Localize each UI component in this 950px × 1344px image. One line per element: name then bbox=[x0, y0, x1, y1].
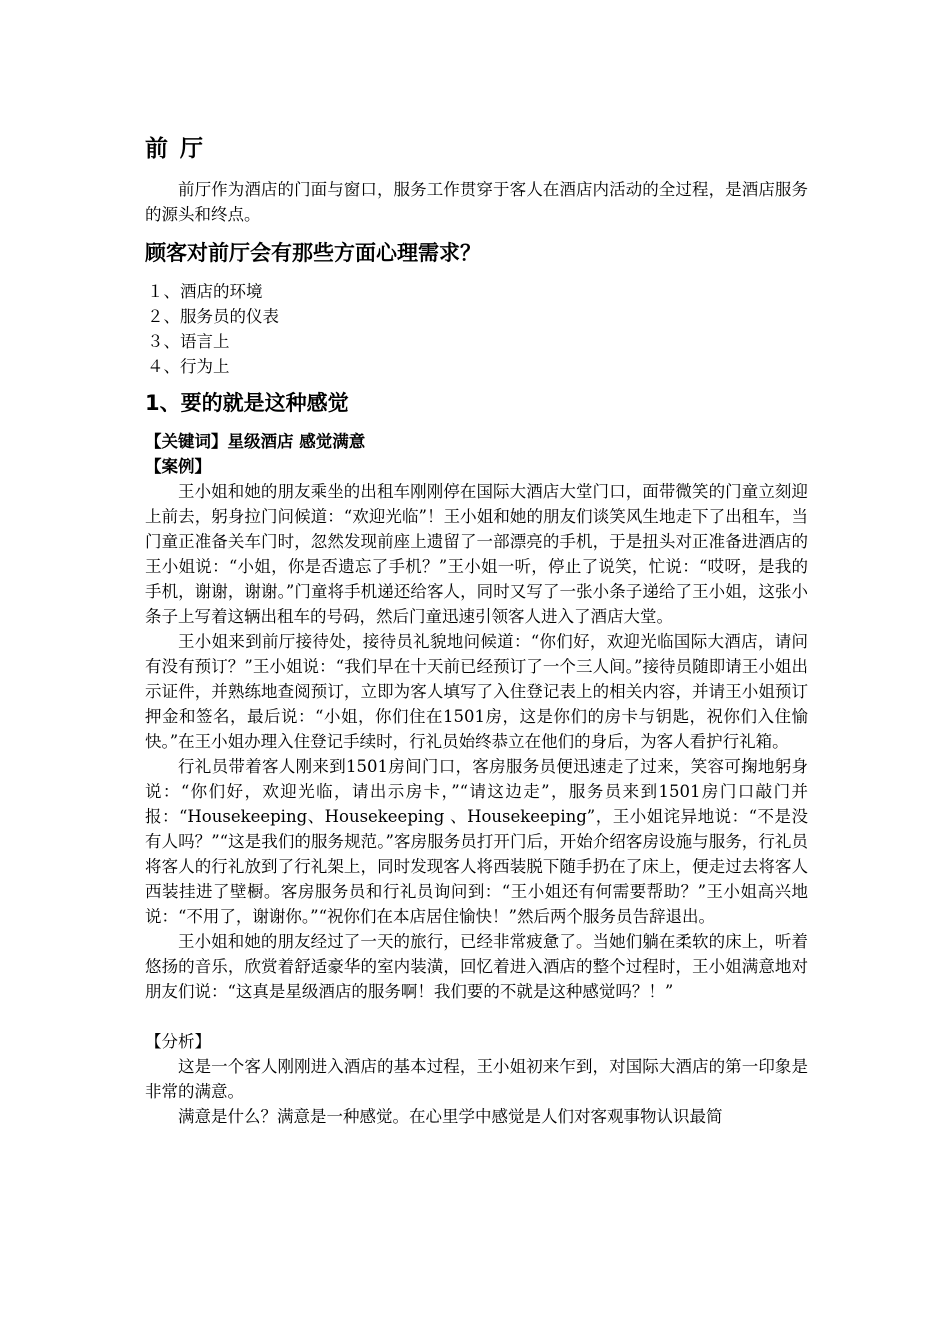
analysis-label: 【分析】 bbox=[145, 1032, 211, 1051]
analysis-paragraph: 满意是什么？满意是一种感觉。在心里学中感觉是人们对客观事物认识最简 bbox=[178, 1107, 723, 1126]
question-heading: 顾客对前厅会有那些方面心理需求？ bbox=[145, 241, 481, 265]
case-paragraph: 行礼员带着客人刚来到1501房间门口，客房服务员便迅速走了过来，笑容可掬地躬身说：“你们好，欢迎光临，请出示房卡，”“请这边走”，服务员来到1501房门口敲门并报：“Housekeeping、Housekeeping 、Housekeeping”，王小姐诧异地说：“不是没有人吗？”“这是我们的服务规范。”客房服务员打开门后，开始介绍客房设施与服务，行礼员将客人的行礼放到了行礼架上，同时发现客人将西装脱下随手扔在了床上，便走过去将客人西装挂进了壁橱。客房服务员和行礼员询问到：“王小姐还有何需要帮助？”王小姐高兴地说：“不用了，谢谢你。”“祝你们在本店居住愉快！”然后两个服务员告辞退出。 bbox=[145, 757, 808, 926]
intro-paragraph: 前厅作为酒店的门面与窗口，服务工作贯穿于客人在酒店内活动的全过程，是酒店服务的源头和终点。 bbox=[145, 180, 808, 224]
page-title: 前 厅 bbox=[145, 136, 206, 162]
list-item: １、酒店的环境 bbox=[147, 282, 263, 301]
analysis-paragraph: 这是一个客人刚刚进入酒店的基本过程，王小姐初来乍到，对国际大酒店的第一印象是非常的满意。 bbox=[145, 1057, 808, 1101]
keywords-label: 【关键词】星级酒店 感觉满意 bbox=[145, 432, 366, 451]
list-item: ３、语言上 bbox=[147, 332, 230, 351]
list-item: ４、行为上 bbox=[147, 357, 230, 376]
case-paragraph: 王小姐来到前厅接待处，接待员礼貌地问候道：“你们好，欢迎光临国际大酒店，请问有没有预订？”王小姐说：“我们早在十天前已经预订了一个三人间。”接待员随即请王小姐出示证件，并熟练地查阅预订，立即为客人填写了入住登记表上的相关内容，并请王小姐预订押金和签名，最后说：“小姐，你们住在1501房，这是你们的房卡与钥匙，祝你们入住愉快。”在王小姐办理入住登记手续时，行礼员始终恭立在他们的身后，为客人看护行礼箱。 bbox=[145, 632, 808, 751]
case-paragraph: 王小姐和她的朋友乘坐的出租车刚刚停在国际大酒店大堂门口，面带微笑的门童立刻迎上前去，躬身拉门问候道：“欢迎光临”！王小姐和她的朋友们谈笑风生地走下了出租车，当门童正准备关车门时，忽然发现前座上遗留了一部漂亮的手机，于是扭头对正准备进酒店的王小姐说：“小姐，你是否遗忘了手机？”王小姐一听，停止了说笑，忙说：“哎呀，是我的手机，谢谢，谢谢。”门童将手机递还给客人，同时又写了一张小条子递给了王小姐，这张小条子上写着这辆出租车的号码，然后门童迅速引领客人进入了酒店大堂。 bbox=[145, 482, 808, 626]
section-heading: 1、要的就是这种感觉 bbox=[145, 391, 349, 415]
case-label: 【案例】 bbox=[145, 457, 211, 476]
list-item: ２、服务员的仪表 bbox=[147, 307, 279, 326]
spacer bbox=[145, 1004, 808, 1029]
case-paragraph: 王小姐和她的朋友经过了一天的旅行，已经非常疲惫了。当她们躺在柔软的床上，听着悠扬的音乐，欣赏着舒适豪华的室内装潢，回忆着进入酒店的整个过程时，王小姐满意地对朋友们说：“这真是星级酒店的服务啊！我们要的不就是这种感觉吗？！” bbox=[145, 932, 808, 1001]
needs-list bbox=[145, 279, 808, 379]
